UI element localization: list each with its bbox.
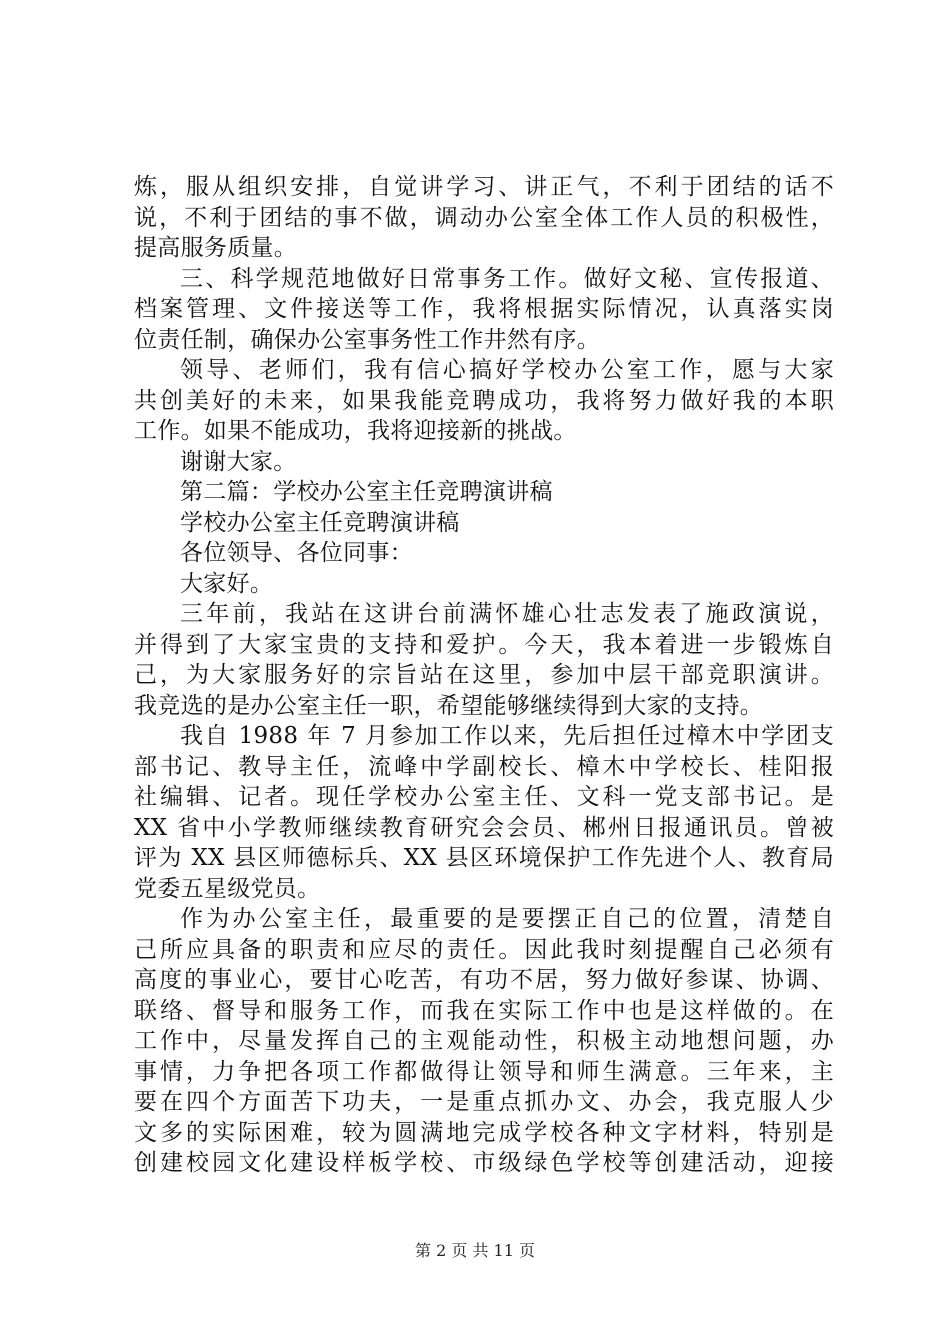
text-line: 三年前，我站在这讲台前满怀雄心壮志发表了施政演说，: [180, 601, 834, 627]
text-line: 第二篇：学校办公室主任竞聘演讲稿: [180, 479, 553, 505]
text-line: 己所应具备的职责和应尽的责任。因此我时刻提醒自己必须有: [134, 936, 834, 963]
text-line: 位责任制，确保办公室事务性工作井然有序。: [134, 326, 600, 353]
text-line: 各位领导、各位同事：: [180, 540, 413, 566]
text-line: 说，不利于团结的事不做，调动办公室全体工作人员的积极性，: [134, 204, 834, 231]
text-line: 创建校园文化建设样板学校、市级绿色学校等创建活动，迎接: [134, 1150, 834, 1176]
text-line: 我自 1988 年 7 月参加工作以来，先后担任过樟木中学团支: [180, 723, 834, 749]
text-line: 评为 XX 县区师德标兵、XX 县区环境保护工作先进个人、教育局: [134, 845, 834, 871]
text-line: 事情，力争把各项工作都做得让领导和师生满意。三年来，主: [134, 1058, 834, 1085]
text-line: 并得到了大家宝贵的支持和爱护。今天，我本着进一步锻炼自: [134, 631, 834, 658]
page-footer: 第 2 页 共 11 页: [415, 1241, 535, 1260]
text-line: 作为办公室主任，最重要的是要摆正自己的位置，清楚自: [180, 906, 834, 932]
text-line: 工作。如果不能成功，我将迎接新的挑战。: [134, 418, 577, 444]
document-body: [134, 172, 834, 1179]
text-line: 文多的实际困难，较为圆满地完成学校各种文字材料，特别是: [134, 1119, 834, 1146]
text-line: 工作中，尽量发挥自己的主观能动性，积极主动地想问题，办: [134, 1028, 834, 1054]
text-line: 党委五星级党员。: [134, 875, 321, 902]
text-line: 部书记、教导主任，流峰中学副校长、樟木中学校长、桂阳报: [134, 753, 834, 780]
text-line: 大家好。: [180, 570, 274, 597]
text-line: 高度的事业心，要甘心吃苦，有功不居，努力做好参谋、协调、: [134, 967, 834, 993]
text-line: 谢谢大家。: [180, 448, 297, 475]
text-line: 领导、老师们，我有信心搞好学校办公室工作，愿与大家: [180, 357, 834, 383]
text-line: 己，为大家服务好的宗旨站在这里，参加中层干部竞职演讲。: [134, 662, 834, 688]
text-line: 要在四个方面苦下功夫，一是重点抓办文、办会，我克服人少: [134, 1089, 834, 1115]
text-line: 社编辑、记者。现任学校办公室主任、文科一党支部书记。是: [134, 784, 834, 810]
text-line: 学校办公室主任竞聘演讲稿: [180, 509, 460, 536]
text-line: 我竞选的是办公室主任一职，希望能够继续得到大家的支持。: [134, 692, 764, 719]
text-line: 共创美好的未来，如果我能竞聘成功，我将努力做好我的本职: [134, 387, 834, 414]
text-line: 三、科学规范地做好日常事务工作。做好文秘、宣传报道、: [180, 265, 834, 292]
text-line: 档案管理、文件接送等工作，我将根据实际情况，认真落实岗: [134, 296, 834, 322]
text-line: 联络、督导和服务工作，而我在实际工作中也是这样做的。在: [134, 997, 834, 1024]
text-line: 炼，服从组织安排，自觉讲学习、讲正气，不利于团结的话不: [134, 174, 834, 200]
text-line: XX 省中小学教师继续教育研究会会员、郴州日报通讯员。曾被: [134, 814, 834, 841]
text-line: 提高服务质量。: [134, 235, 298, 261]
